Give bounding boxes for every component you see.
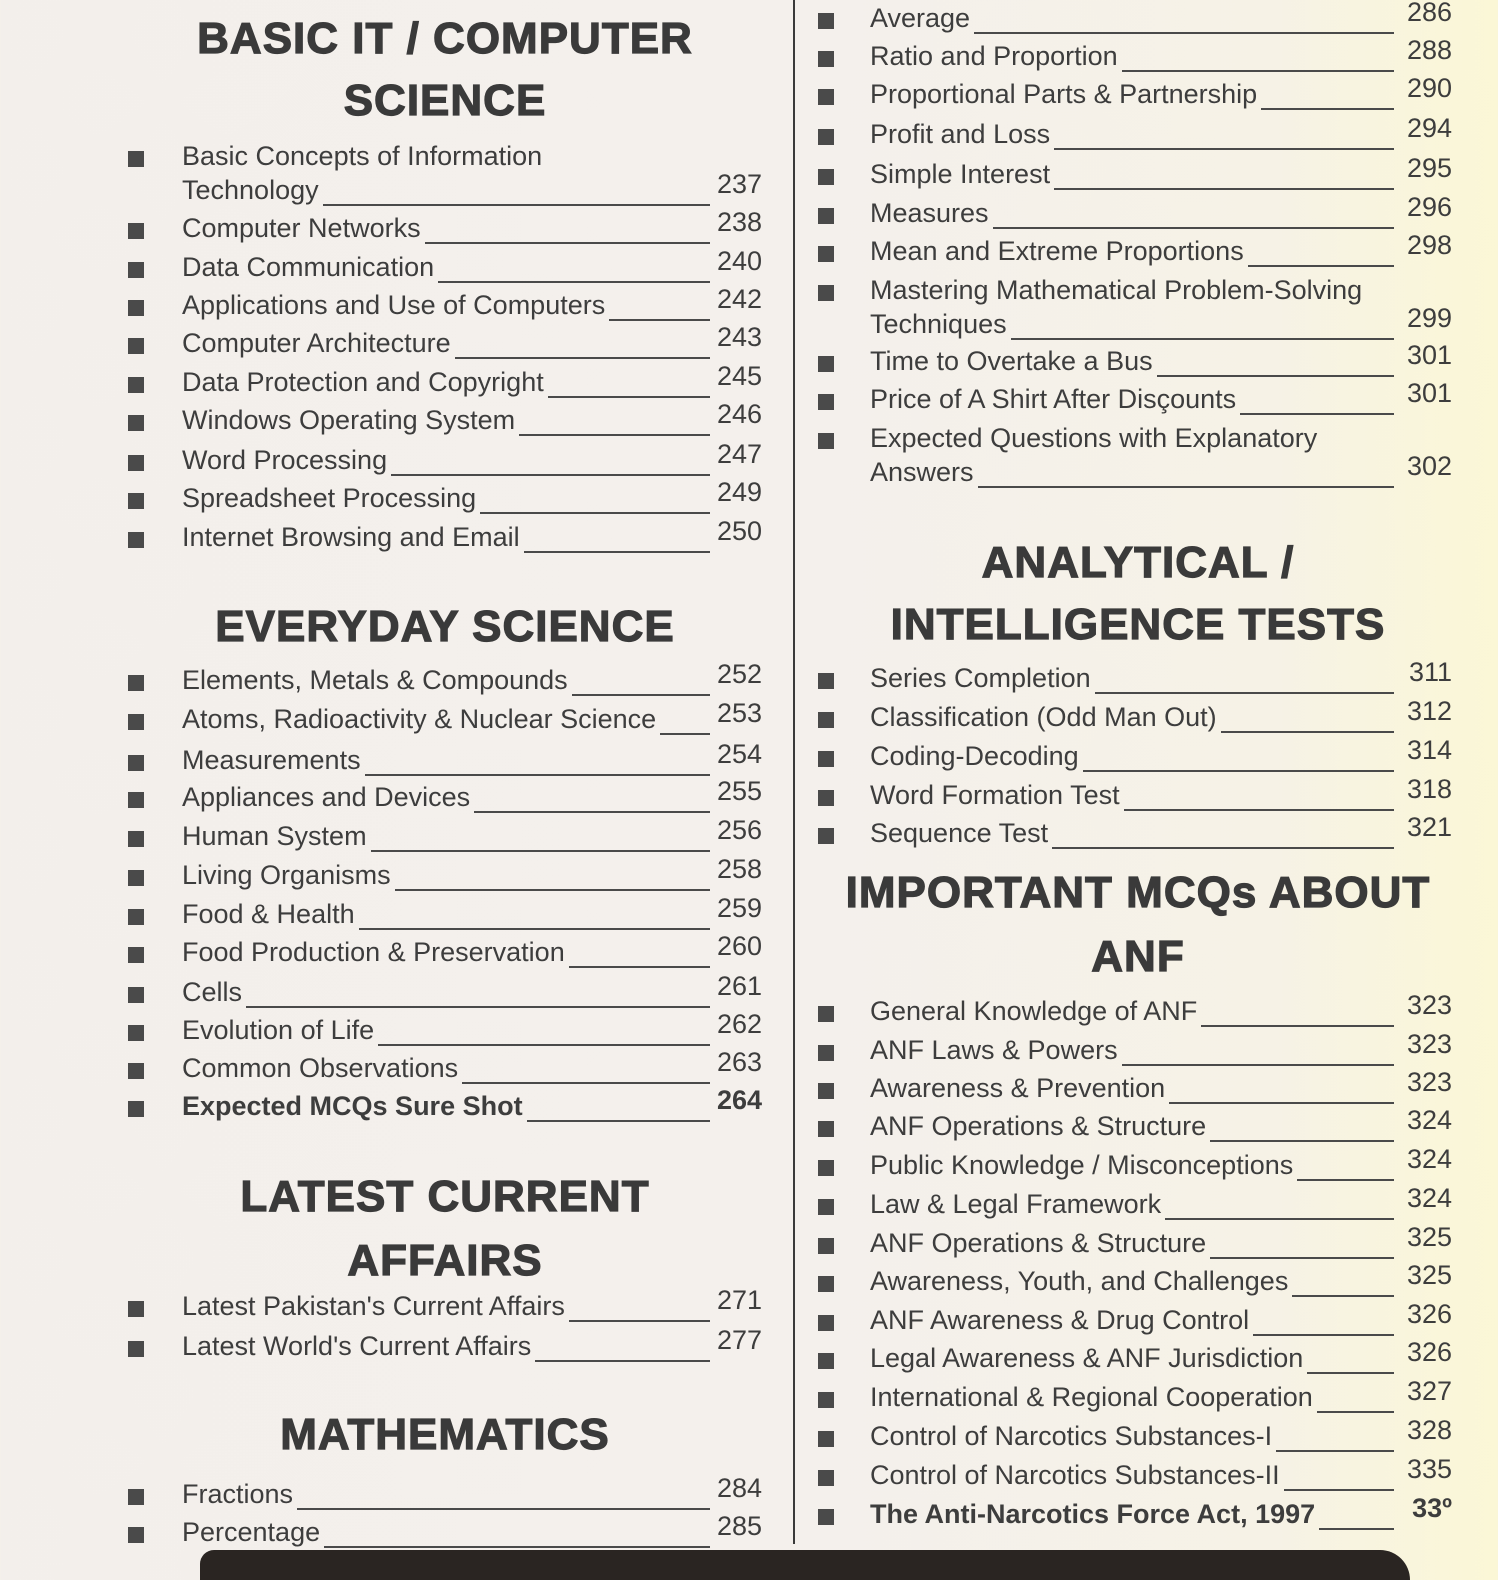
page-number: 237 [716,169,762,199]
square-bullet-icon [818,790,834,806]
section-heading-text: ANALYTICAL / [981,538,1295,587]
section-heading [120,70,770,132]
page-number: 247 [716,439,762,469]
square-bullet-icon [818,394,834,410]
square-bullet-icon [128,493,144,509]
entry-title: Food Production & Preservation [182,937,565,967]
dot-leader-line [1122,70,1394,72]
square-bullet-icon [818,1006,834,1022]
page-number: 254 [716,739,762,769]
section-heading [810,926,1466,988]
square-bullet-icon [128,755,144,771]
entry-title: Techniques [870,309,1007,339]
entry-title: Awareness & Prevention [870,1073,1166,1103]
square-bullet-icon [818,1238,834,1254]
page-number: 33º [1412,1493,1452,1523]
page-number: 295 [1406,153,1452,183]
page-number: 301 [1406,378,1452,408]
square-bullet-icon [818,433,834,449]
dot-leader-line [974,32,1394,34]
entry-title: Measurements [182,745,361,775]
entry-title: Computer Architecture [182,328,451,358]
entry-title: Word Formation Test [870,780,1120,810]
square-bullet-icon [128,415,144,431]
dot-leader-line [1307,1372,1394,1374]
square-bullet-icon [128,1025,144,1041]
dot-leader-line [359,928,710,930]
dot-leader-line [378,1044,710,1046]
page-number: 271 [716,1285,762,1315]
page-number: 318 [1406,774,1452,804]
dot-leader-line [1011,338,1394,340]
dot-leader-line [297,1508,710,1510]
square-bullet-icon [818,208,834,224]
page-number: 326 [1406,1299,1452,1329]
entry-title: Average [870,3,971,33]
entry-title: Expected Questions with Explanatory [870,423,1318,453]
page-number: 324 [1406,1144,1452,1174]
dot-leader-line [569,966,710,968]
entry-title: Elements, Metals & Compounds [182,665,568,695]
page-number: 286 [1406,0,1452,27]
dot-leader-line [365,774,710,776]
dot-leader-line [609,319,710,321]
square-bullet-icon [818,1045,834,1061]
page-number: 249 [716,477,762,507]
square-bullet-icon [128,831,144,847]
dot-leader-line [978,486,1394,488]
page-number: 238 [716,207,762,237]
page-number: 253 [716,698,762,728]
square-bullet-icon [818,246,834,262]
entry-title: Evolution of Life [182,1015,375,1045]
entry-title: Percentage [182,1517,321,1547]
square-bullet-icon [128,1527,144,1543]
square-bullet-icon [818,751,834,767]
square-bullet-icon [818,89,834,105]
entry-title: International & Regional Cooperation [870,1382,1313,1412]
entry-title: General Knowledge of ANF [870,996,1198,1026]
dot-leader-line [323,204,710,206]
entry-title: Appliances and Devices [182,782,471,812]
dot-leader-line [1284,1489,1394,1491]
section-heading-text: AFFAIRS [347,1236,543,1285]
dot-leader-line [1165,1218,1394,1220]
square-bullet-icon [818,1470,834,1486]
square-bullet-icon [818,1199,834,1215]
dot-leader-line [519,434,710,436]
dot-leader-line [1052,847,1394,849]
entry-title: Human System [182,821,367,851]
page-number: 325 [1406,1260,1452,1290]
square-bullet-icon [818,1431,834,1447]
square-bullet-icon [818,673,834,689]
section-heading-text: MATHEMATICS [280,1410,610,1459]
page-number: 296 [1406,192,1452,222]
page-number: 302 [1406,451,1452,481]
entry-title: Simple Interest [870,159,1051,189]
section-heading-text: IMPORTANT MCQs ABOUT [845,868,1431,917]
entry-title: ANF Operations & Structure [870,1111,1207,1141]
page-number: 314 [1406,735,1452,765]
entry-title: Control of Narcotics Substances-II [870,1460,1280,1490]
section-heading [120,596,770,658]
square-bullet-icon [128,870,144,886]
page-number: 324 [1406,1183,1452,1213]
page-number: 299 [1406,303,1452,333]
entry-title: Mastering Mathematical Problem-Solving [870,275,1363,305]
page-number: 298 [1406,230,1452,260]
dot-leader-line [1124,809,1394,811]
section-heading-text: LATEST CURRENT [240,1172,650,1221]
section-heading-text: BASIC IT / COMPUTER [197,14,693,63]
dot-leader-line [1253,1334,1394,1336]
page-number: 250 [716,516,762,546]
page-number: 335 [1406,1454,1452,1484]
dot-leader-line [395,889,710,891]
section-heading [810,594,1466,656]
section-heading [120,1404,770,1466]
entry-title: Ratio and Proportion [870,41,1118,71]
page-number: 288 [1406,35,1452,65]
page-number: 240 [716,246,762,276]
dot-leader-line [1157,375,1394,377]
entry-title: Atoms, Radioactivity & Nuclear Science [182,704,657,734]
square-bullet-icon [818,13,834,29]
square-bullet-icon [128,262,144,278]
page-number: 243 [716,322,762,352]
section-heading [810,862,1466,924]
page-number: 321 [1406,812,1452,842]
entry-title: Internet Browsing and Email [182,522,520,552]
page-number: 284 [716,1473,762,1503]
square-bullet-icon [128,223,144,239]
entry-title: Latest Pakistan's Current Affairs [182,1291,565,1321]
entry-title: ANF Awareness & Drug Control [870,1305,1250,1335]
square-bullet-icon [818,828,834,844]
dot-leader-line [993,227,1394,229]
square-bullet-icon [128,151,144,167]
page-number: 261 [716,971,762,1001]
page-number: 312 [1406,696,1452,726]
entry-title: Sequence Test [870,818,1049,848]
page-number: 290 [1406,73,1452,103]
section-heading-text: INTELLIGENCE TESTS [890,600,1386,649]
dot-leader-line [569,1320,710,1322]
dot-leader-line [1292,1295,1394,1297]
dot-leader-line [1221,731,1394,733]
dot-leader-line [572,694,710,696]
entry-title: Legal Awareness & ANF Jurisdiction [870,1343,1304,1373]
section-heading-text: EVERYDAY SCIENCE [215,602,675,651]
dot-leader-line [1261,108,1394,110]
dot-leader-line [660,733,710,735]
dot-leader-line [1210,1140,1394,1142]
entry-title: Cells [182,977,243,1007]
dot-leader-line [1054,188,1394,190]
square-bullet-icon [818,1353,834,1369]
entry-title: The Anti-Narcotics Force Act, 1997 [870,1499,1316,1529]
square-bullet-icon [128,455,144,471]
page-number: 259 [716,893,762,923]
section-heading-text: ANF [1091,932,1185,981]
square-bullet-icon [128,532,144,548]
section-heading-text: SCIENCE [343,76,547,125]
entry-title: ANF Laws & Powers [870,1035,1118,1065]
square-bullet-icon [128,947,144,963]
entry-title: Fractions [182,1479,294,1509]
page-number: 258 [716,854,762,884]
entry-title: Control of Narcotics Substances-I [870,1421,1273,1451]
dot-leader-line [391,474,710,476]
page-number: 327 [1406,1376,1452,1406]
dot-leader-line [1201,1025,1394,1027]
dot-leader-line [1317,1411,1394,1413]
square-bullet-icon [128,909,144,925]
page-number: 328 [1406,1415,1452,1445]
entry-title: Spreadsheet Processing [182,483,477,513]
dot-leader-line [1319,1528,1394,1530]
entry-title: Data Protection and Copyright [182,367,544,397]
dot-leader-line [1054,148,1394,150]
page-number: 256 [716,815,762,845]
entry-title: Mean and Extreme Proportions [870,236,1244,266]
entry-title: Latest World's Current Affairs [182,1331,532,1361]
square-bullet-icon [818,1160,834,1176]
square-bullet-icon [128,377,144,393]
square-bullet-icon [128,1341,144,1357]
dot-leader-line [474,811,710,813]
entry-title: Windows Operating System [182,405,516,435]
page-number: 311 [1408,657,1452,687]
entry-title: Computer Networks [182,213,421,243]
square-bullet-icon [128,792,144,808]
entry-title: Price of A Shirt After Disçounts [870,384,1237,414]
dot-leader-line [1169,1102,1394,1104]
page-number: 246 [716,399,762,429]
page-number: 263 [716,1047,762,1077]
entry-title: Common Observations [182,1053,459,1083]
page-number: 323 [1406,1067,1452,1097]
dot-leader-line [1083,770,1394,772]
entry-title: Profit and Loss [870,119,1051,149]
square-bullet-icon [818,1083,834,1099]
page-number: 245 [716,361,762,391]
entry-title: Law & Legal Framework [870,1189,1162,1219]
dot-leader-line [371,850,710,852]
footer-bar [200,1550,1410,1580]
page-number: 277 [716,1325,762,1355]
dot-leader-line [1210,1257,1394,1259]
page-number: 294 [1406,113,1452,143]
section-heading [120,1230,770,1292]
square-bullet-icon [818,1121,834,1137]
dot-leader-line [324,1546,710,1548]
entry-title: Applications and Use of Computers [182,290,606,320]
dot-leader-line [1248,265,1394,267]
dot-leader-line [462,1082,710,1084]
page-number: 323 [1406,990,1452,1020]
entry-title: Basic Concepts of Information [182,141,543,171]
square-bullet-icon [818,356,834,372]
square-bullet-icon [128,300,144,316]
dot-leader-line [480,512,710,514]
dot-leader-line [455,357,710,359]
entry-title: Answers [870,457,974,487]
square-bullet-icon [818,1392,834,1408]
dot-leader-line [524,551,710,553]
page-number: 264 [716,1085,762,1115]
entry-title: Series Completion [870,663,1091,693]
entry-title: Food & Health [182,899,355,929]
dot-leader-line [1240,413,1394,415]
square-bullet-icon [818,1509,834,1525]
square-bullet-icon [128,987,144,1003]
square-bullet-icon [818,285,834,301]
square-bullet-icon [818,51,834,67]
page-number: 323 [1406,1029,1452,1059]
dot-leader-line [1122,1064,1394,1066]
square-bullet-icon [128,1489,144,1505]
entry-title: Measures [870,198,989,228]
page-number: 260 [716,931,762,961]
entry-title: Living Organisms [182,860,391,890]
dot-leader-line [1297,1179,1394,1181]
entry-title: Word Processing [182,445,388,475]
entry-title: Technology [182,175,319,205]
entry-title: Classification (Odd Man Out) [870,702,1217,732]
dot-leader-line [246,1006,710,1008]
dot-leader-line [535,1360,710,1362]
page-number: 255 [716,776,762,806]
square-bullet-icon [128,1301,144,1317]
dot-leader-line [548,396,710,398]
page-number: 324 [1406,1105,1452,1135]
square-bullet-icon [818,169,834,185]
entry-title: Public Knowledge / Misconceptions [870,1150,1294,1180]
section-heading [120,8,770,70]
page-number: 285 [716,1511,762,1541]
square-bullet-icon [818,129,834,145]
square-bullet-icon [818,1276,834,1292]
dot-leader-line [527,1120,710,1122]
square-bullet-icon [818,712,834,728]
entry-title: Time to Overtake a Bus [870,346,1153,376]
section-heading [120,1166,770,1228]
square-bullet-icon [128,1101,144,1117]
entry-title: ANF Operations & Structure [870,1228,1207,1258]
square-bullet-icon [128,1063,144,1079]
section-heading [810,532,1466,594]
dot-leader-line [425,242,710,244]
page-number: 301 [1406,340,1452,370]
entry-title: Proportional Parts & Partnership [870,79,1258,109]
entry-title: Awareness, Youth, and Challenges [870,1266,1289,1296]
page-number: 326 [1406,1337,1452,1367]
dot-leader-line [1276,1450,1394,1452]
column-divider [793,0,795,1544]
square-bullet-icon [818,1315,834,1331]
square-bullet-icon [128,714,144,730]
square-bullet-icon [128,675,144,691]
dot-leader-line [1095,692,1394,694]
entry-title: Data Communication [182,252,435,282]
page-number: 242 [716,284,762,314]
square-bullet-icon [128,338,144,354]
entry-title: Expected MCQs Sure Shot [182,1091,523,1121]
page-number: 252 [716,659,762,689]
page-number: 262 [716,1009,762,1039]
entry-title: Coding-Decoding [870,741,1079,771]
dot-leader-line [438,281,710,283]
page-number: 325 [1406,1222,1452,1252]
